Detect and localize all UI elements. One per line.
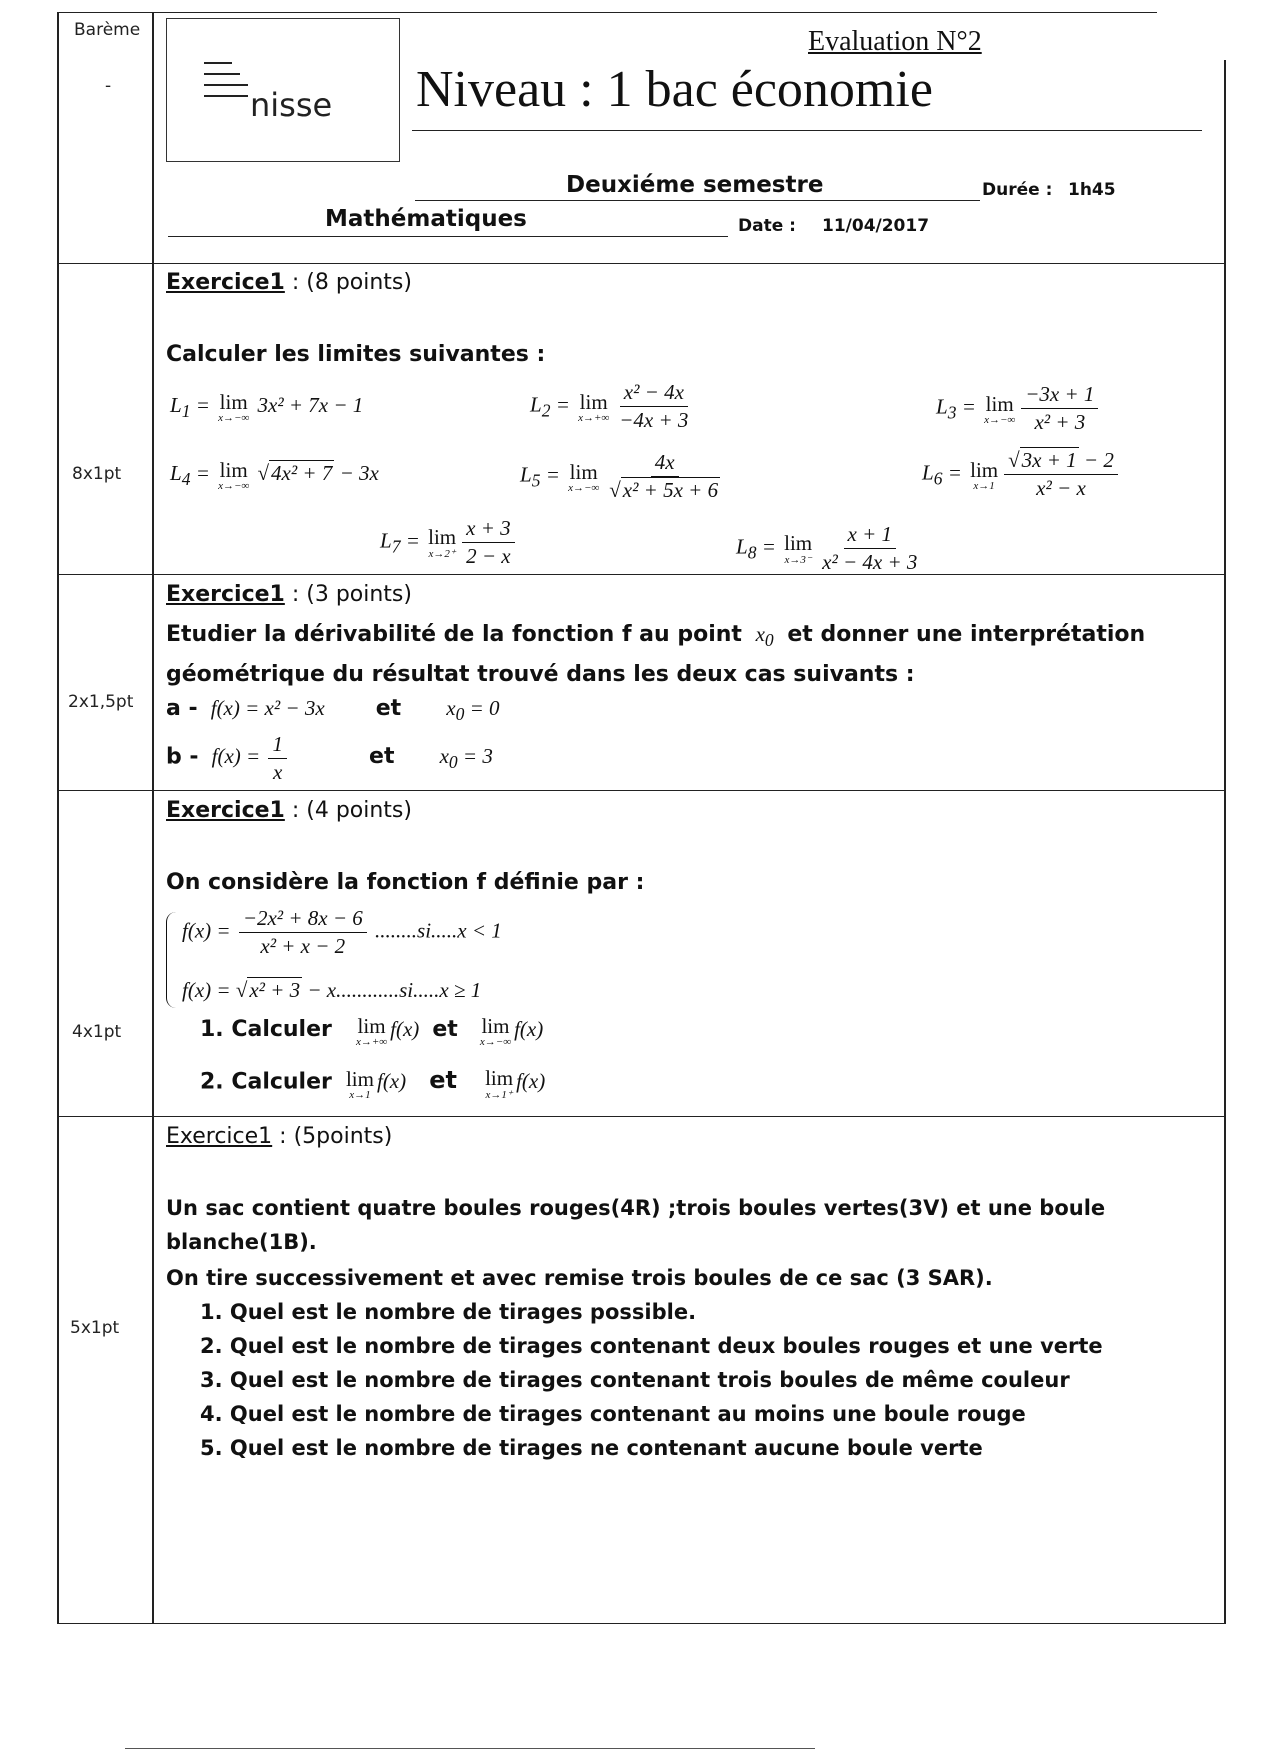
matiere-line [168,236,728,237]
q1-label: 1. Calculer [200,1016,332,1042]
date-value: 11/04/2017 [822,216,930,236]
limit-L4: $L_4 = \lim$ x→−∞ √4x² + 7 − 3x [170,458,379,492]
ex2-bareme: 2x1,5pt [68,692,134,712]
ex2-text-b: et donner une interprétation [787,622,1146,647]
ex1-bareme: 8x1pt [72,464,122,484]
row-divider-ex2 [57,790,1224,791]
ex2-points: : (3 points) [284,582,412,607]
ex1-title: Exercice1 [166,270,285,295]
row-divider-ex3 [57,1116,1224,1117]
case-a-function: f(x) = x² − 3x [210,696,325,720]
list-item: 2. Quel est le nombre de tirages contenant deux boules rouges et une verte [200,1334,1103,1358]
row-divider-header [57,263,1224,264]
duree-value: 1h45 [1068,180,1116,200]
ex3-question-2 [200,1066,545,1101]
table-left-border [57,12,59,1624]
ex2-instruction-line1 [166,622,1145,651]
ex4-line1: Un sac contient quatre boules rouges(4R) ;trois boules vertes(3V) et une boule [166,1196,1106,1220]
ex2-text-a: Etudier la dérivabilité de la fonction f au point [166,622,742,647]
ex2-instruction-line2: géométrique du résultat trouvé dans les deux cas suivants : [166,662,915,687]
case-a-label: a - [166,696,198,721]
list-item: 4. Quel est le nombre de tirages contenant au moins une boule rouge [200,1402,1026,1426]
list-item: 3. Quel est le nombre de tirages contenant trois boules de même couleur [200,1368,1070,1392]
ex4-question-list [200,1300,1103,1470]
ex3-intro: On considère la fonction f définie par : [166,870,645,895]
table-top-border [57,12,1157,13]
ex3-bareme: 4x1pt [72,1022,122,1042]
x0-symbol: $x_0$ [755,622,774,651]
case-b-et: et [369,744,395,770]
semestre-line [415,200,980,201]
semestre: Deuxiéme semestre [566,172,824,198]
ex4-title: Exercice1 [166,1124,273,1149]
footer-line [125,1748,815,1749]
ex3-heading [166,798,412,823]
limit-L3: $L_3 = \lim$ x→−∞ $\frac{-3x + 1}{\text{x² + 3}}$ [936,382,1101,435]
ex2-case-b [166,732,493,785]
matiere: Mathématiques [325,206,527,232]
case-b-function: f(x) = $\frac{1}{x}$ [212,744,290,768]
q2-et: et [429,1066,457,1095]
duree-label: Durée : [982,180,1053,200]
ex3-question-1 [200,1014,543,1048]
limit-L2: $L_2 = \lim$ x→+∞ $\frac{\text{x² − 4x}}{-4x + 3}$ [530,380,689,432]
ex4-line3: On tire successivement et avec remise trois boules de ce sac (3 SAR). [166,1266,993,1290]
ex2-title: Exercice1 [166,582,285,607]
q2-limit-b: lim x→1⁺ f(x) [485,1066,546,1101]
q2-label: 2. Calculer [200,1069,332,1095]
limit-L5: $L_5 = \lim$ x→−∞ $\frac{4x}{\text{√x² + 5x + 6}}$ [520,450,719,502]
row-divider-ex1 [57,574,1224,575]
limit-L6: $L_6 = \lim$ x→1 $\frac{√3x + 1 - 2}{\text{x² − x}}$ [922,448,1121,501]
case-a-et: et [375,696,402,721]
ex1-instruction: Calculer les limites suivantes : [166,342,546,367]
table-right-border [1224,60,1226,1624]
ex3-points: : (4 points) [284,798,412,823]
table-bottom-border [57,1623,1224,1624]
case-b-x0: $x_0 = 3$ [439,744,493,773]
limit-L7: $L_7 = \lim$ x→2⁺ $\frac{x + 3}{2 - x}$ [380,516,518,569]
case-a-x0: $x_0 = 0$ [446,696,500,725]
bareme-dash: - [105,76,112,96]
bareme-header: Barème [74,20,141,40]
piecewise-brace [166,912,179,1008]
bareme-column-divider [152,12,154,1624]
q1-limit-b: lim x→−∞ f(x) [479,1014,544,1048]
case-b-label: b - [166,744,199,770]
q1-et: et [432,1016,458,1042]
evaluation-title: Evaluation N°2 [808,26,982,57]
logo-text: nisse [250,86,333,124]
ex4-line2: blanche(1B). [166,1230,317,1254]
ex1-points: : (8 points) [284,270,412,295]
logo-lines-icon [204,62,248,97]
ex3-title: Exercice1 [166,798,285,823]
q1-limit-a: lim x→+∞ f(x) [355,1014,420,1048]
piecewise-case-1: f(x) = $\frac{\text{−2x² + 8x − 6}}{\text{x² + x − 2}}$ ........si.....x < 1 [182,906,502,958]
ex4-points: : (5points) [272,1124,393,1149]
niveau-title: Niveau : 1 bac économie [416,61,933,118]
q2-limit-a: lim x→1 f(x) [345,1066,407,1101]
ex2-case-a [166,696,500,725]
list-item: 5. Quel est le nombre de tirages ne contenant aucune boule verte [200,1436,983,1460]
logo [198,48,388,128]
list-item: 1. Quel est le nombre de tirages possible. [200,1300,697,1324]
ex1-heading [166,270,412,295]
ex4-heading [166,1124,392,1149]
piecewise-case-2: f(x) = √x² + 3 − x............si.....x ≥ 1 [182,978,482,1002]
date-label: Date : [738,216,796,236]
limit-L8: $L_8 = \lim$ x→3⁻ $\frac{x + 1}{\text{x² − 4x + 3}}$ [736,522,918,574]
limit-L1: $L_1 = \lim$ x→−∞ 3x² + 7x − 1 [170,390,364,424]
ex4-bareme: 5x1pt [70,1318,120,1338]
ex2-heading [166,582,412,607]
niveau-underline [412,130,1202,131]
